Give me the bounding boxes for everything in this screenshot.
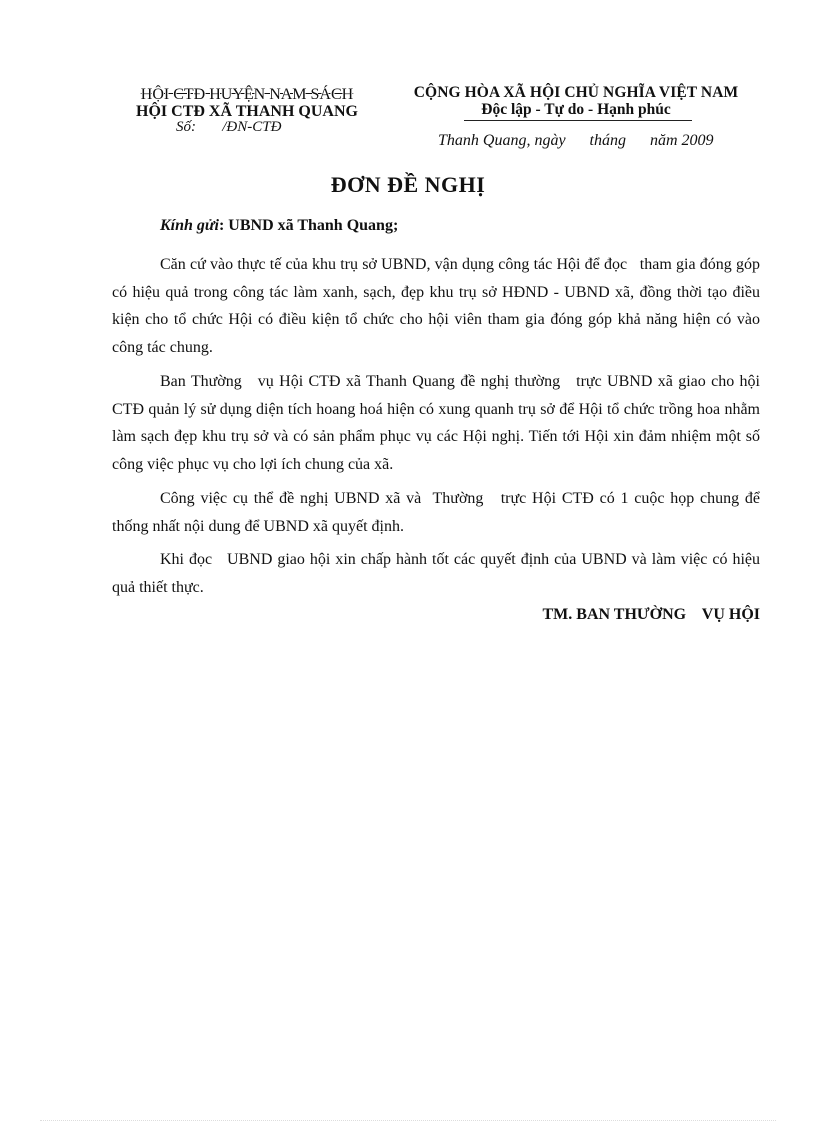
- body-paragraph: Ban Thường vụ Hội CTĐ xã Thanh Quang đề nghị thường trực UBND xã giao cho hội CTĐ quản lý sử dụng diện tích hoang hoá hiện có xung quanh trụ sở để Hội tổ chức trồng hoa nhằm làm sạch đẹp khu trụ sở và có sản phẩm phục vụ các Hội nghị. Tiến tới Hội xin đảm nhiệm một số công việc phục vụ cho lợi ích chung của xã.: [112, 373, 764, 473]
- body-paragraph: Khi đọc UBND giao hội xin chấp hành tốt các quyết định của UBND và làm việc có hiệu quả thiết thực.: [112, 551, 764, 596]
- organization-name: HỘI CTĐ XÃ THANH QUANG: [136, 103, 358, 120]
- salutation-recipient: : UBND xã Thanh Quang;: [218, 217, 399, 234]
- national-motto: Độc lập - Tự do - Hạnh phúc: [481, 101, 671, 118]
- motto-underline: [464, 120, 692, 121]
- document-title: ĐƠN ĐỀ NGHỊ: [330, 172, 486, 197]
- signature-block: TM. BAN THƯỜNG VỤ HỘI: [542, 606, 760, 623]
- page-bottom-divider: [40, 1120, 776, 1121]
- national-heading: [396, 84, 756, 118]
- body-paragraph: Căn cứ vào thực tế của khu trụ sở UBND, vận dụng công tác Hội để đọc tham gia đóng góp có hiệu quả trong công tác làm xanh, sạch, đẹp khu trụ sở HĐND - UBND xã, đồng thời tạo điều kiện cho tổ chức Hội có điều kiện tổ chức cho hội viên tham gia đóng góp khả năng hiện có vào công tác chung.: [112, 256, 764, 356]
- salutation: [160, 217, 398, 235]
- place-and-date: Thanh Quang, ngày tháng năm 2009: [438, 132, 714, 149]
- nation-name: CỘNG HÒA XÃ HỘI CHỦ NGHĨA VIỆT NAM: [413, 84, 739, 101]
- parent-organization: HỘI CTĐ HUYỆN NAM SÁCH: [140, 86, 354, 103]
- salutation-label: Kính gửi: [160, 217, 219, 234]
- document-number: Số: /ĐN-CTĐ: [176, 119, 282, 135]
- issuing-organization: [112, 86, 382, 120]
- body-paragraph: Công việc cụ thể đề nghị UBND xã và Thường trực Hội CTĐ có 1 cuộc họp chung để thống nhất nội dung để UBND xã quyết định.: [112, 490, 764, 535]
